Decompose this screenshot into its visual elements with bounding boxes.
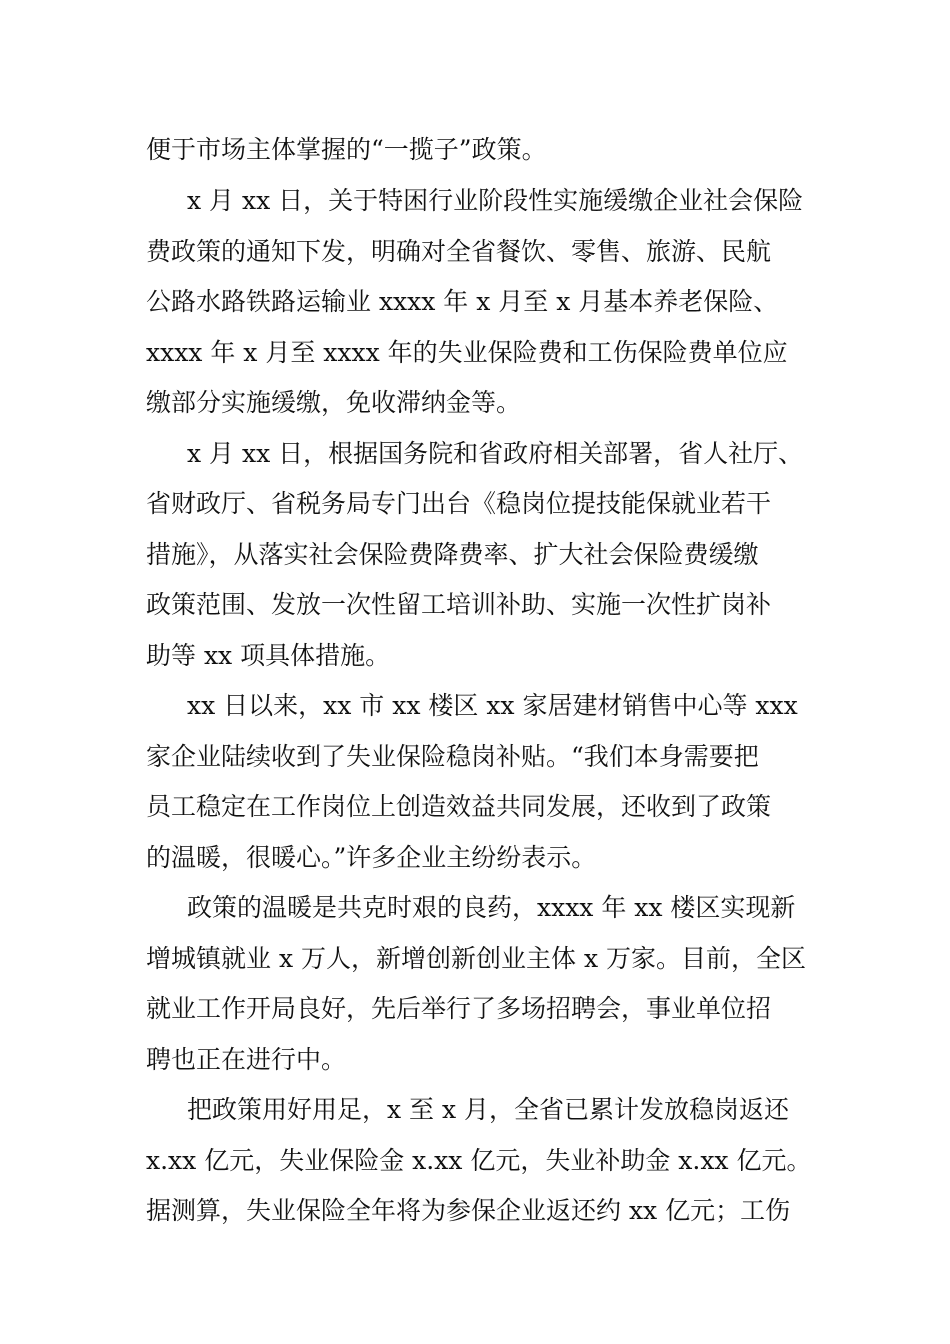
paragraph-start-line: 政策的温暖是共克时艰的良药，xxxx 年 xx 楼区实现新 xyxy=(187,893,796,922)
text-line: 政策范围、发放一次性留工培训补助、实施一次性扩岗补 xyxy=(146,590,772,619)
text-line: 员工稳定在工作岗位上创造效益共同发展，还收到了政策 xyxy=(146,792,772,821)
text-line: 家企业陆续收到了失业保险稳岗补贴。“我们本身需要把 xyxy=(146,742,759,771)
paragraph-start-line: x 月 xx 日，根据国务院和省政府相关部署，省人社厅、 xyxy=(187,439,804,468)
text-line: 聘也正在进行中。 xyxy=(146,1045,347,1074)
text-line: 便于市场主体掌握的“一揽子”政策。 xyxy=(146,135,547,164)
text-line: 据测算，失业保险全年将为参保企业返还约 xx 亿元；工伤 xyxy=(146,1196,791,1225)
text-line: 费政策的通知下发，明确对全省餐饮、零售、旅游、民航 xyxy=(146,237,772,266)
text-line: 就业工作开局良好，先后举行了多场招聘会，事业单位招 xyxy=(146,994,772,1023)
paragraph-start-line: 把政策用好用足，x 至 x 月，全省已累计发放稳岗返还 xyxy=(187,1095,790,1124)
text-line: 助等 xx 项具体措施。 xyxy=(146,641,391,670)
paragraph-start-line: x 月 xx 日，关于特困行业阶段性实施缓缴企业社会保险 xyxy=(187,186,804,215)
text-line: xxxx 年 x 月至 xxxx 年的失业保险费和工伤保险费单位应 xyxy=(146,338,788,367)
text-line: 的温暖，很暖心。”许多企业主纷纷表示。 xyxy=(146,843,597,872)
text-line: 公路水路铁路运输业 xxxx 年 x 月至 x 月基本养老保险、 xyxy=(146,287,779,316)
text-line: 措施》，从落实社会保险费降费率、扩大社会保险费缓缴 xyxy=(146,540,759,569)
text-line: 缴部分实施缓缴，免收滞纳金等。 xyxy=(146,388,522,417)
text-line: x.xx 亿元，失业保险金 x.xx 亿元，失业补助金 x.xx 亿元。 xyxy=(146,1146,812,1175)
text-line: 增城镇就业 x 万人，新增创新创业主体 x 万家。目前，全区 xyxy=(146,944,806,973)
text-line: 省财政厅、省税务局专门出台《稳岗位提技能保就业若干 xyxy=(146,489,772,518)
paragraph-start-line: xx 日以来，xx 市 xx 楼区 xx 家居建材销售中心等 xxx xyxy=(187,691,798,720)
